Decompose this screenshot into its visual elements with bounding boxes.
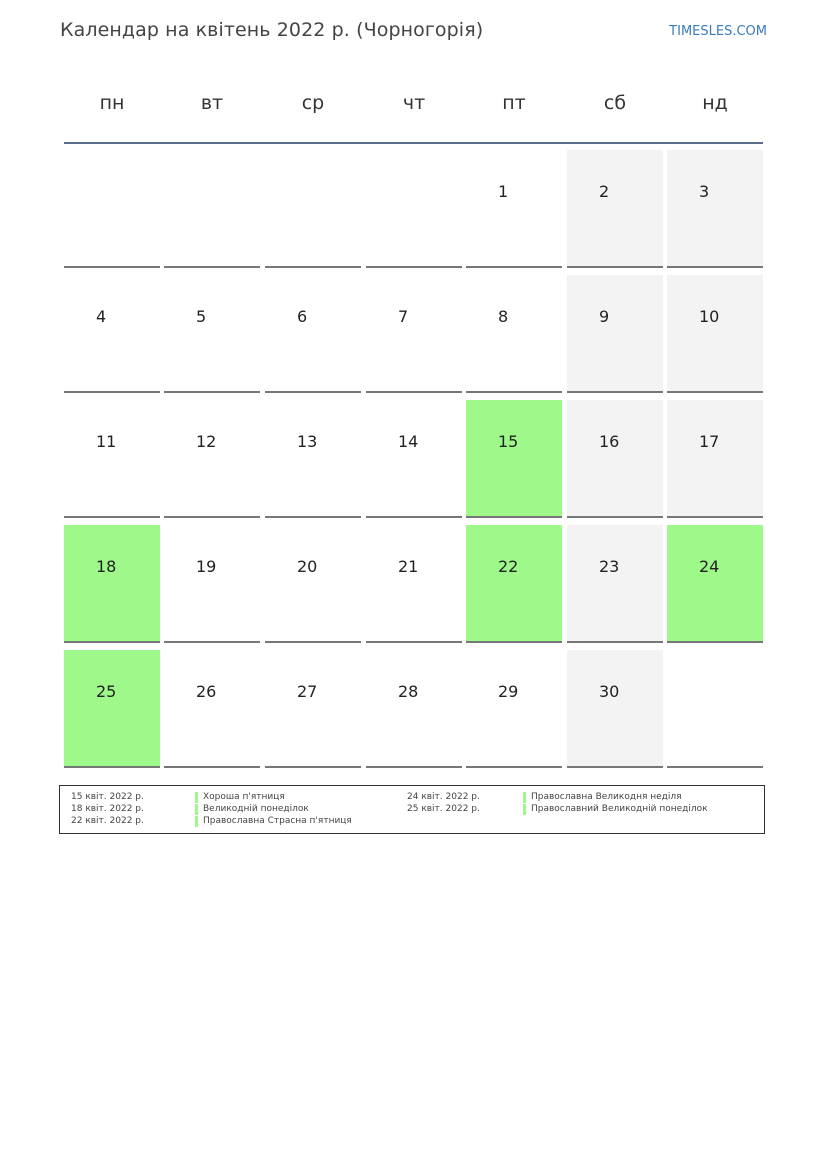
day-number: 27 (297, 682, 318, 701)
day-number: 20 (297, 557, 318, 576)
day-number: 8 (498, 307, 509, 326)
brand-link[interactable]: TIMESLES.COM (669, 24, 767, 39)
page-title: Календар на квітень 2022 р. (Чорногорія) (60, 19, 484, 41)
weekday-2: ср (301, 92, 325, 114)
day-cell (667, 275, 763, 393)
day-number: 7 (398, 307, 409, 326)
day-cell (64, 400, 160, 518)
day-cell (366, 400, 462, 518)
day-cell (667, 150, 763, 268)
day-number: 13 (297, 432, 318, 451)
day-number: 2 (599, 182, 610, 201)
day-cell (567, 650, 663, 768)
day-cell (366, 275, 462, 393)
day-cell (667, 400, 763, 518)
holiday-date: 24 квіт. 2022 р. (407, 792, 480, 802)
empty-cell (64, 150, 160, 268)
holiday-name: Великодній понеділок (203, 804, 309, 814)
day-cell (164, 525, 260, 643)
weekday-3: чт (402, 92, 426, 114)
empty-cell (366, 150, 462, 268)
day-cell (265, 525, 361, 643)
day-number: 24 (699, 557, 720, 576)
empty-cell (265, 150, 361, 268)
day-cell (265, 275, 361, 393)
holiday-name: Православний Великодній понеділок (531, 804, 708, 814)
day-number: 9 (599, 307, 610, 326)
day-number: 6 (297, 307, 308, 326)
holiday-color-marker (523, 804, 526, 815)
day-cell (667, 525, 763, 643)
day-number: 21 (398, 557, 419, 576)
weekday-6: нд (702, 92, 728, 114)
holiday-date: 22 квіт. 2022 р. (71, 816, 144, 826)
holiday-color-marker (195, 792, 198, 803)
day-number: 5 (196, 307, 207, 326)
day-number: 25 (96, 682, 117, 701)
day-cell (366, 650, 462, 768)
day-cell (164, 650, 260, 768)
day-number: 11 (96, 432, 117, 451)
day-cell (265, 400, 361, 518)
day-number: 12 (196, 432, 217, 451)
holiday-legend (59, 785, 765, 834)
day-number: 10 (699, 307, 720, 326)
day-cell (64, 650, 160, 768)
day-number: 26 (196, 682, 217, 701)
weekday-0: пн (99, 92, 125, 114)
day-number: 17 (699, 432, 720, 451)
day-cell (567, 525, 663, 643)
empty-cell (667, 650, 763, 768)
day-number: 30 (599, 682, 620, 701)
day-cell (567, 400, 663, 518)
day-number: 4 (96, 307, 107, 326)
holiday-color-marker (523, 792, 526, 803)
day-number: 19 (196, 557, 217, 576)
weekday-4: пт (502, 92, 526, 114)
weekday-5: сб (603, 92, 627, 114)
day-number: 28 (398, 682, 419, 701)
day-cell (265, 650, 361, 768)
holiday-name: Хороша п'ятниця (203, 792, 285, 802)
day-number: 3 (699, 182, 710, 201)
day-number: 22 (498, 557, 519, 576)
day-number: 23 (599, 557, 620, 576)
day-cell (164, 275, 260, 393)
day-cell (366, 525, 462, 643)
day-cell (466, 400, 562, 518)
day-cell (466, 275, 562, 393)
day-cell (164, 400, 260, 518)
day-cell (567, 150, 663, 268)
holiday-name: Православна Страсна п'ятниця (203, 816, 352, 826)
day-number: 1 (498, 182, 509, 201)
day-cell (64, 525, 160, 643)
day-number: 15 (498, 432, 519, 451)
day-number: 16 (599, 432, 620, 451)
holiday-color-marker (195, 816, 198, 827)
header-divider (64, 142, 763, 144)
day-number: 29 (498, 682, 519, 701)
day-cell (466, 650, 562, 768)
day-cell (64, 275, 160, 393)
day-number: 14 (398, 432, 419, 451)
holiday-date: 25 квіт. 2022 р. (407, 804, 480, 814)
holiday-date: 18 квіт. 2022 р. (71, 804, 144, 814)
empty-cell (164, 150, 260, 268)
day-number: 18 (96, 557, 117, 576)
day-cell (567, 275, 663, 393)
weekday-1: вт (200, 92, 224, 114)
day-cell (466, 525, 562, 643)
holiday-date: 15 квіт. 2022 р. (71, 792, 144, 802)
day-cell (466, 150, 562, 268)
holiday-color-marker (195, 804, 198, 815)
holiday-name: Православна Великодня неділя (531, 792, 682, 802)
